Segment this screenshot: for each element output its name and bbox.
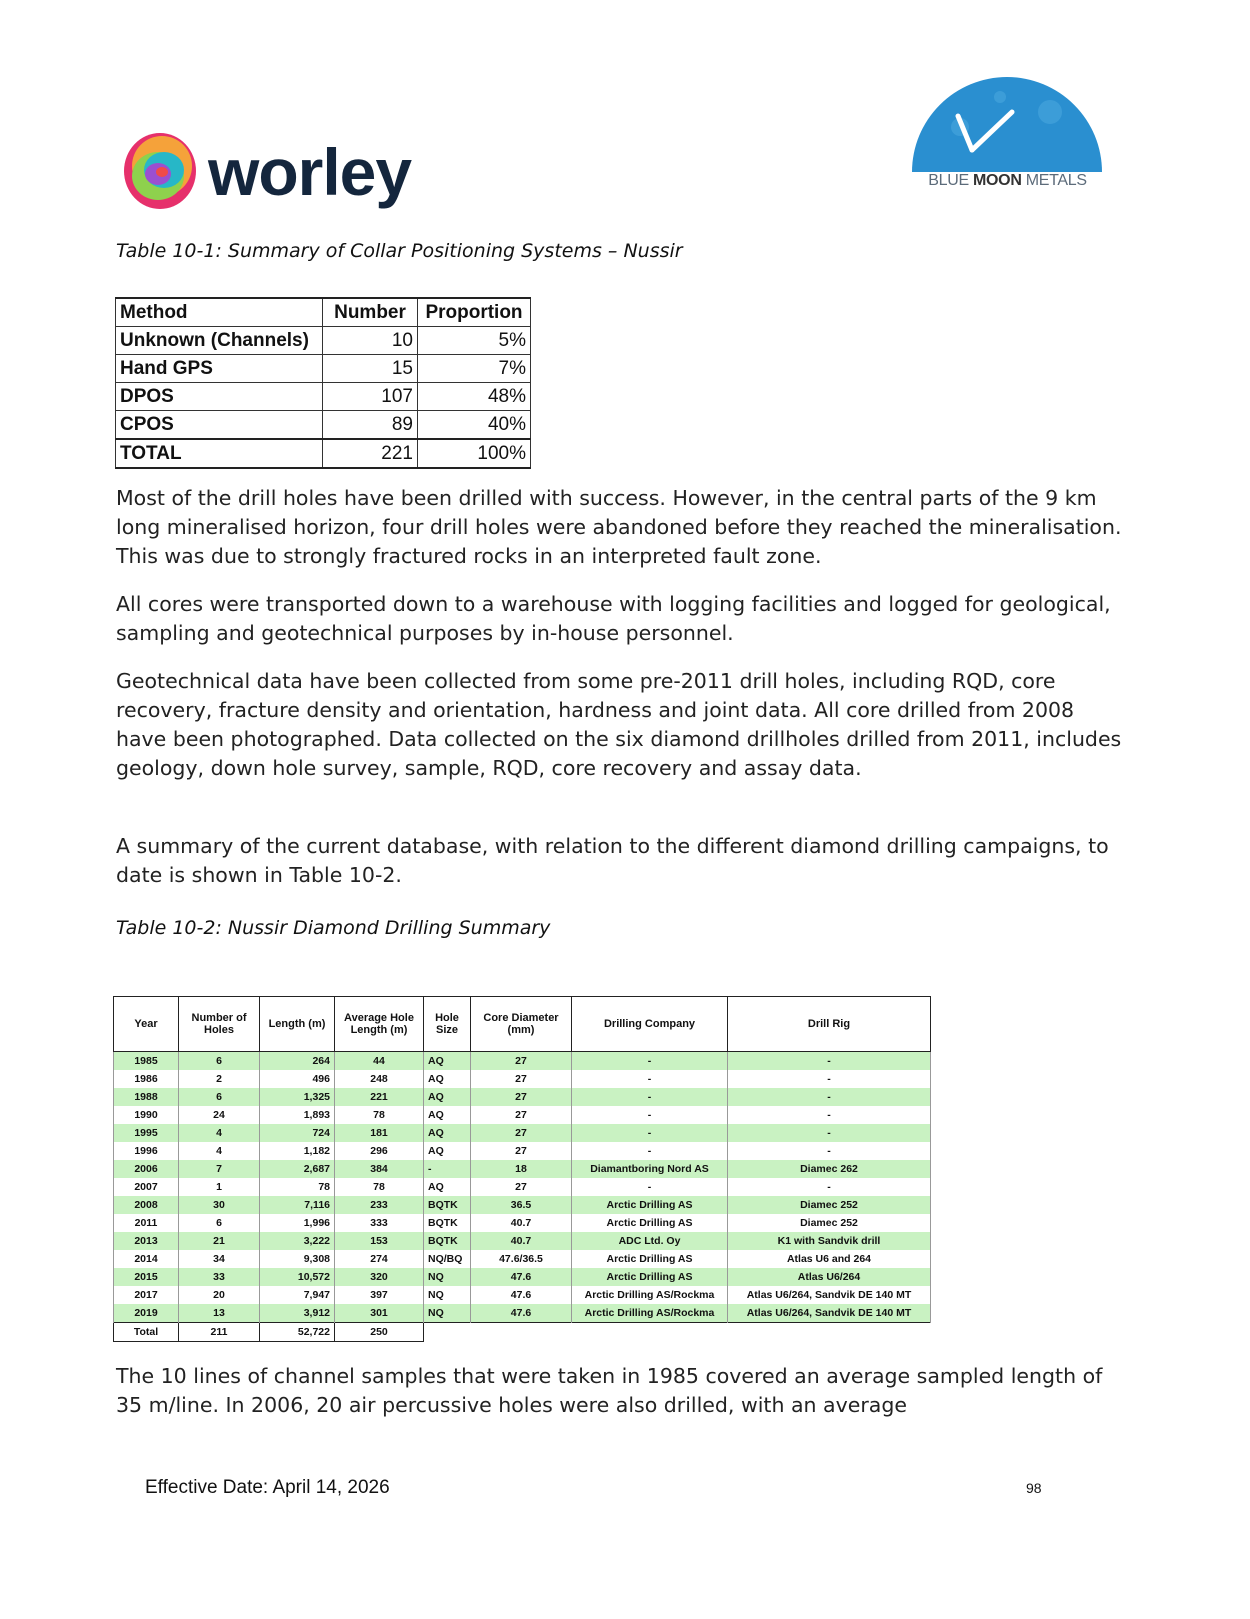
table2-cell: Arctic Drilling AS	[572, 1196, 728, 1214]
table2-cell: 274	[335, 1250, 424, 1268]
table2-cell: 27	[471, 1124, 572, 1142]
table2-cell: 1990	[114, 1106, 179, 1124]
table2-cell: 2008	[114, 1196, 179, 1214]
table2-cell: -	[572, 1124, 728, 1142]
table2-cell: 40.7	[471, 1214, 572, 1232]
table2-cell: 4	[179, 1124, 260, 1142]
table1-header-row	[116, 298, 531, 327]
table1-row	[116, 383, 531, 411]
table2-cell: 233	[335, 1196, 424, 1214]
table2-cell: 1,996	[260, 1214, 335, 1232]
table2-cell: 78	[260, 1178, 335, 1196]
table2-row	[114, 1124, 931, 1142]
table2-cell: 1986	[114, 1070, 179, 1088]
footer-effective-date: Effective Date: April 14, 2026	[145, 1477, 390, 1498]
table2-cell: 2014	[114, 1250, 179, 1268]
footer-page-number: 98	[1026, 1480, 1042, 1496]
table2-cell: 1,893	[260, 1106, 335, 1124]
table2-row	[114, 1304, 931, 1323]
table2-cell: -	[572, 1178, 728, 1196]
table2-cell: 7	[179, 1160, 260, 1178]
table2-cell: -	[728, 1142, 931, 1160]
table2-cell: 24	[179, 1106, 260, 1124]
table2-cell: NQ/BQ	[424, 1250, 471, 1268]
table2-cell: 2013	[114, 1232, 179, 1250]
table2-cell: AQ	[424, 1106, 471, 1124]
table2-cell: BQTK	[424, 1214, 471, 1232]
table2-cell: 2017	[114, 1286, 179, 1304]
table2-cell: 10,572	[260, 1268, 335, 1286]
table2-cell: NQ	[424, 1304, 471, 1323]
table1-row	[116, 355, 531, 383]
table2-cell: 30	[179, 1196, 260, 1214]
table2-cell: K1 with Sandvik drill	[728, 1232, 931, 1250]
table2-row	[114, 1106, 931, 1124]
table2-cell: NQ	[424, 1286, 471, 1304]
table2-cell: Diamec 252	[728, 1214, 931, 1232]
table2-cell: 18	[471, 1160, 572, 1178]
diamond-drilling-table	[113, 996, 931, 1342]
paragraph-drill-success: Most of the drill holes have been drilled with success. However, in the central parts of the 9 km long mineralised horizon, four drill holes were abandoned before they reached the mineralisation. This was due to strongly fractured rocks in an interpreted fault zone.	[116, 486, 1122, 568]
table2-cell: 3,912	[260, 1304, 335, 1323]
table2-row	[114, 1160, 931, 1178]
table2-cell: 1	[179, 1178, 260, 1196]
table1-cell: TOTAL	[116, 439, 323, 468]
blue-moon-metals-logo	[900, 72, 1115, 202]
table2-cell: 496	[260, 1070, 335, 1088]
table2-header-cell: Number of Holes	[179, 997, 260, 1052]
table2-cell: 153	[335, 1232, 424, 1250]
table1-cell: Proportion	[418, 298, 531, 327]
table2-total-cell	[424, 1323, 471, 1342]
table2-cell: Arctic Drilling AS	[572, 1214, 728, 1232]
table2-cell: NQ	[424, 1268, 471, 1286]
table1-cell: 48%	[418, 383, 531, 411]
table1-cell: 100%	[418, 439, 531, 468]
worley-wordmark: worley	[208, 135, 412, 209]
table2-cell: 36.5	[471, 1196, 572, 1214]
table1-cell: 107	[323, 383, 418, 411]
table2-cell: -	[728, 1052, 931, 1071]
table2-header-cell: Drilling Company	[572, 997, 728, 1052]
table2-cell: 40.7	[471, 1232, 572, 1250]
table1-cell: 7%	[418, 355, 531, 383]
table2-header-cell: Core Diameter (mm)	[471, 997, 572, 1052]
table2-cell: -	[572, 1070, 728, 1088]
table2-header-cell: Year	[114, 997, 179, 1052]
table2-cell: 333	[335, 1214, 424, 1232]
table2-cell: 13	[179, 1304, 260, 1323]
table1-cell: 15	[323, 355, 418, 383]
table2-row	[114, 1178, 931, 1196]
table2-cell: 27	[471, 1088, 572, 1106]
table2-row	[114, 1250, 931, 1268]
table2-row	[114, 1142, 931, 1160]
table2-cell: Arctic Drilling AS/Rockma	[572, 1304, 728, 1323]
table1-cell: Unknown (Channels)	[116, 327, 323, 355]
table2-cell: 78	[335, 1178, 424, 1196]
table2-cell: -	[572, 1106, 728, 1124]
table1-cell: 10	[323, 327, 418, 355]
paragraph-database-summary: A summary of the current database, with relation to the different diamond drilling campaigns, to date is shown in Table 10-2.	[116, 834, 1109, 887]
table2-cell: Arctic Drilling AS	[572, 1250, 728, 1268]
table2-cell: -	[728, 1106, 931, 1124]
table2-cell: 3,222	[260, 1232, 335, 1250]
table2-cell: 7,116	[260, 1196, 335, 1214]
table2-cell: Atlas U6/264	[728, 1268, 931, 1286]
table2-cell: 47.6	[471, 1304, 572, 1323]
table2-row	[114, 1052, 931, 1071]
table2-cell: BQTK	[424, 1196, 471, 1214]
bmm-word-moon: MOON	[973, 172, 1022, 189]
table2-cell: 2,687	[260, 1160, 335, 1178]
table2-total-cell	[728, 1323, 931, 1342]
table2-cell: 264	[260, 1052, 335, 1071]
table2-cell: 397	[335, 1286, 424, 1304]
table2-cell: 181	[335, 1124, 424, 1142]
table2-cell: ADC Ltd. Oy	[572, 1232, 728, 1250]
table2-cell: 27	[471, 1142, 572, 1160]
table2-total-cell: Total	[114, 1323, 179, 1342]
table2-cell: 47.6/36.5	[471, 1250, 572, 1268]
table2-cell: -	[424, 1160, 471, 1178]
table2-cell: AQ	[424, 1142, 471, 1160]
table2-row	[114, 1268, 931, 1286]
table2-cell: BQTK	[424, 1232, 471, 1250]
table2-header-cell: Average Hole Length (m)	[335, 997, 424, 1052]
table2-cell: 296	[335, 1142, 424, 1160]
bmm-word-metals: METALS	[1025, 172, 1087, 189]
table2-row	[114, 1088, 931, 1106]
table2-cell: Atlas U6 and 264	[728, 1250, 931, 1268]
table2-cell: Diamec 252	[728, 1196, 931, 1214]
table2-cell: -	[572, 1142, 728, 1160]
table2-total-cell: 211	[179, 1323, 260, 1342]
table2-header-cell: Length (m)	[260, 997, 335, 1052]
table2-cell: 9,308	[260, 1250, 335, 1268]
table2-row	[114, 1196, 931, 1214]
table2-cell: Arctic Drilling AS/Rockma	[572, 1286, 728, 1304]
table2-cell: 6	[179, 1052, 260, 1071]
table2-header-cell: Hole Size	[424, 997, 471, 1052]
table2-cell: 1996	[114, 1142, 179, 1160]
table2-row	[114, 1070, 931, 1088]
table2-row	[114, 1286, 931, 1304]
table2-cell: 21	[179, 1232, 260, 1250]
table2-cell: 4	[179, 1142, 260, 1160]
collar-positioning-table	[115, 297, 531, 469]
table2-cell: 2019	[114, 1304, 179, 1323]
table2-total-cell	[471, 1323, 572, 1342]
table2-cell: 301	[335, 1304, 424, 1323]
table2-cell: 1995	[114, 1124, 179, 1142]
table2-cell: 724	[260, 1124, 335, 1142]
table2-header-row	[114, 997, 931, 1052]
table2-cell: 7,947	[260, 1286, 335, 1304]
table2-cell: 248	[335, 1070, 424, 1088]
table1-caption: Table 10-1: Summary of Collar Positioning Systems – Nussir	[116, 240, 683, 262]
table1-cell: 40%	[418, 411, 531, 440]
table1-row	[116, 327, 531, 355]
table1-cell: CPOS	[116, 411, 323, 440]
table2-cell: -	[728, 1178, 931, 1196]
paragraph-geotechnical: Geotechnical data have been collected from some pre-2011 drill holes, including RQD, core recovery, fracture density and orientation, hardness and joint data. All core drilled from 2008 have been photographed. Data collected on the six diamond drillholes drilled from 2011, includes geology, down hole survey, sample, RQD, core recovery and assay data.	[116, 669, 1122, 780]
table2-cell: 34	[179, 1250, 260, 1268]
table2-cell: 320	[335, 1268, 424, 1286]
table2-cell: 20	[179, 1286, 260, 1304]
table2-cell: 44	[335, 1052, 424, 1071]
table2-cell: 27	[471, 1052, 572, 1071]
table2-cell: 2	[179, 1070, 260, 1088]
table2-cell: 78	[335, 1106, 424, 1124]
bmm-wordmark	[900, 172, 1115, 190]
table2-cell: Atlas U6/264, Sandvik DE 140 MT	[728, 1286, 931, 1304]
table2-row	[114, 1214, 931, 1232]
table1-cell: 221	[323, 439, 418, 468]
table2-cell: Atlas U6/264, Sandvik DE 140 MT	[728, 1304, 931, 1323]
table2-cell: -	[728, 1124, 931, 1142]
table2-cell: AQ	[424, 1070, 471, 1088]
table2-cell: 47.6	[471, 1268, 572, 1286]
table2-cell: -	[572, 1088, 728, 1106]
table2-cell: 27	[471, 1106, 572, 1124]
table2-total-row	[114, 1323, 931, 1342]
table2-cell: AQ	[424, 1124, 471, 1142]
table2-cell: AQ	[424, 1178, 471, 1196]
table2-cell: 221	[335, 1088, 424, 1106]
table2-cell: Diamantboring Nord AS	[572, 1160, 728, 1178]
table2-cell: 1988	[114, 1088, 179, 1106]
table2-row	[114, 1232, 931, 1250]
table1-cell: Method	[116, 298, 323, 327]
table1-row	[116, 411, 531, 440]
table1-cell: DPOS	[116, 383, 323, 411]
table2-cell: 1,325	[260, 1088, 335, 1106]
table1-cell: 89	[323, 411, 418, 440]
table2-cell: 2007	[114, 1178, 179, 1196]
table1-cell: Number	[323, 298, 418, 327]
table2-cell: -	[572, 1052, 728, 1071]
table2-cell: Arctic Drilling AS	[572, 1268, 728, 1286]
table2-cell: -	[728, 1070, 931, 1088]
bmm-word-blue: BLUE	[928, 172, 969, 189]
table2-cell: 6	[179, 1214, 260, 1232]
paragraph-cores-transport: All cores were transported down to a warehouse with logging facilities and logged for geological, sampling and geotechnical purposes by in-house personnel.	[116, 592, 1111, 645]
worley-swirl-icon	[120, 126, 200, 216]
table2-total-cell: 250	[335, 1323, 424, 1342]
table2-cell: 384	[335, 1160, 424, 1178]
table2-cell: 6	[179, 1088, 260, 1106]
table2-cell: 47.6	[471, 1286, 572, 1304]
table2-cell: 27	[471, 1178, 572, 1196]
table2-cell: 27	[471, 1070, 572, 1088]
table2-header-cell: Drill Rig	[728, 997, 931, 1052]
table2-cell: 2006	[114, 1160, 179, 1178]
table1-row	[116, 439, 531, 468]
table1-cell: 5%	[418, 327, 531, 355]
worley-logo	[120, 118, 450, 218]
table2-total-cell: 52,722	[260, 1323, 335, 1342]
table2-cell: 2011	[114, 1214, 179, 1232]
moon-clock-icon	[900, 72, 1115, 172]
paragraph-channel-samples: The 10 lines of channel samples that were taken in 1985 covered an average sampled length of 35 m/line. In 2006, 20 air percussive holes were also drilled, with an average	[116, 1364, 1103, 1417]
table2-cell: 1985	[114, 1052, 179, 1071]
table2-cell: AQ	[424, 1052, 471, 1071]
table2-cell: 1,182	[260, 1142, 335, 1160]
table2-cell: 2015	[114, 1268, 179, 1286]
table2-cell: AQ	[424, 1088, 471, 1106]
table2-total-cell	[572, 1323, 728, 1342]
table2-cell: -	[728, 1088, 931, 1106]
table2-cell: Diamec 262	[728, 1160, 931, 1178]
table2-cell: 33	[179, 1268, 260, 1286]
table2-caption: Table 10-2: Nussir Diamond Drilling Summary	[116, 917, 551, 939]
table1-cell: Hand GPS	[116, 355, 323, 383]
